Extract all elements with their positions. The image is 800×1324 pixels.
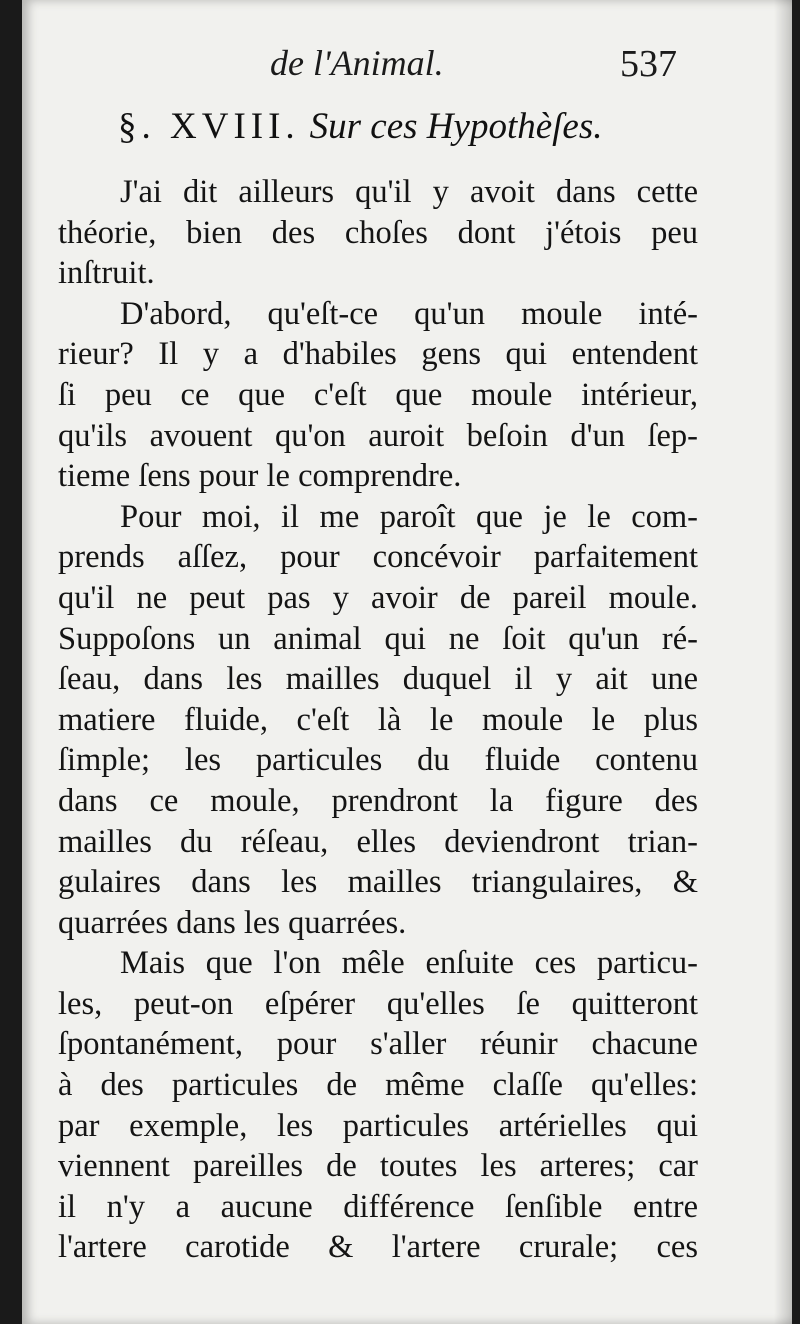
- paragraph: [58, 172, 698, 294]
- book-page: [22, 0, 792, 1324]
- text-line: à des particules de même claſſe qu'elles:: [58, 1067, 698, 1104]
- text-line: Pour moi, il me paroît que je le com-: [120, 498, 698, 535]
- page-header: [22, 42, 792, 90]
- text-line: prends aſſez, pour concévoir parfaitement: [58, 539, 698, 576]
- text-line: ſimple; les particules du fluide contenu: [58, 742, 698, 779]
- text-line: mailles du réſeau, elles deviendront trian-: [58, 823, 698, 860]
- body-text: [58, 172, 698, 1268]
- text-line: l'artere carotide & l'artere crurale; ces: [58, 1229, 698, 1266]
- text-line: ſeau, dans les mailles duquel il y ait une: [58, 661, 698, 698]
- section-number: §. XVIII.: [118, 106, 300, 147]
- text-line: par exemple, les particules artérielles qui: [58, 1107, 698, 1144]
- text-line: il n'y a aucune différence ſenſible entre: [58, 1188, 698, 1225]
- paragraph: [58, 943, 698, 1268]
- text-line: matiere fluide, c'eſt là le moule le plus: [58, 701, 698, 738]
- text-line: ſi peu ce que c'eſt que moule intérieur,: [58, 376, 698, 413]
- text-line: tieme ſens pour le comprendre.: [58, 458, 462, 495]
- text-line: Suppoſons un animal qui ne ſoit qu'un ré-: [58, 620, 698, 657]
- text-line: les, peut-on eſpérer qu'elles ſe quitteront: [58, 985, 698, 1022]
- text-line: quarrées dans les quarrées.: [58, 904, 407, 941]
- text-line: Mais que l'on mêle enſuite ces particu-: [120, 945, 698, 982]
- text-line: qu'il ne peut pas y avoir de pareil moule.: [58, 579, 698, 616]
- paragraph: [58, 294, 698, 497]
- text-line: ſpontanément, pour s'aller réunir chacune: [58, 1026, 698, 1063]
- section-title: Sur ces Hypothèſes.: [309, 106, 603, 147]
- section-heading: [118, 105, 718, 148]
- text-line: J'ai dit ailleurs qu'il y avoit dans cette: [120, 174, 698, 210]
- paragraph: [58, 497, 698, 944]
- text-line: inſtruit.: [58, 255, 155, 292]
- text-line: gulaires dans les mailles triangulaires, &: [58, 864, 698, 901]
- text-line: viennent pareilles de toutes les arteres; car: [58, 1148, 698, 1185]
- text-line: qu'ils avouent qu'on auroit beſoin d'un ſep-: [58, 417, 698, 454]
- running-title: de l'Animal.: [270, 43, 444, 83]
- page-number: 537: [620, 43, 677, 85]
- text-line: théorie, bien des choſes dont j'étois peu: [58, 214, 698, 251]
- text-line: dans ce moule, prendront la figure des: [58, 782, 698, 819]
- text-line: rieur? Il y a d'habiles gens qui entendent: [58, 336, 698, 373]
- text-line: D'abord, qu'eſt-ce qu'un moule inté-: [120, 295, 698, 332]
